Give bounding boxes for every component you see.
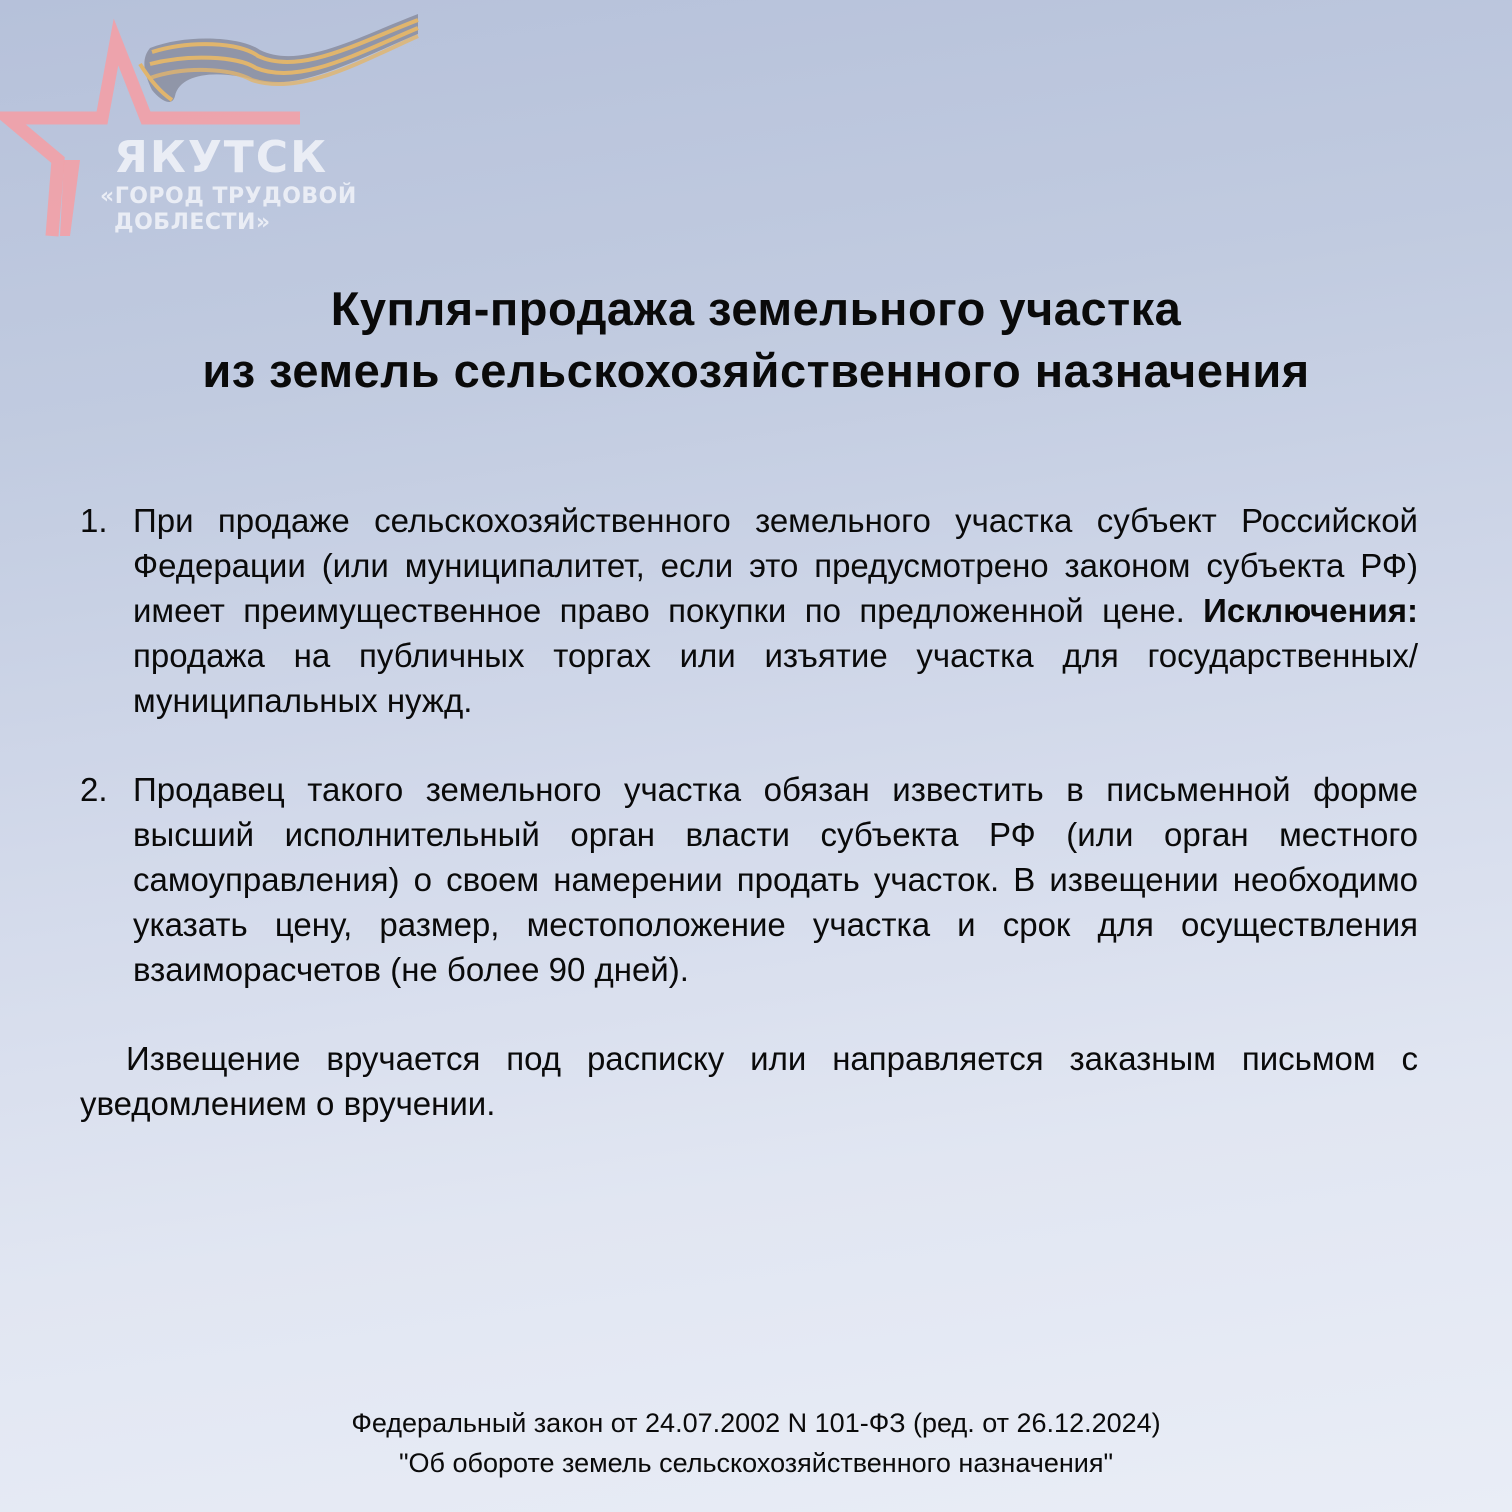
logo-subtitle-line1: «ГОРОД ТРУДОВОЙ <box>100 184 357 209</box>
logo <box>0 0 430 260</box>
logo-text <box>100 132 357 235</box>
exceptions-label: Исключения: <box>1203 592 1418 629</box>
item-text-part: продажа на публичных торгах или изъятие участка для государственных/муниципальных нужд. <box>133 637 1418 719</box>
title-line1: Купля-продажа земельного участка <box>330 282 1182 335</box>
item-number: 1. <box>80 502 108 539</box>
logo-subtitle-line2: ДОБЛЕСТИ» <box>114 210 271 235</box>
item-text: Продавец такого земельного участка обязан известить в письменной форме высший исполнительный орган власти субъекта РФ (или орган местного самоуправления) о своем намерении продать участок. В извещении необходимо указать цену, размер, местоположение участка и срок для осуществления взаиморасчетов (не более 90 дней). <box>133 771 1418 988</box>
item-text-part: При продаже сельскохозяйственного земельного участка субъект Российской Федерации (или муниципалитет, если это предусмотрено законом субъекта РФ) имеет преимущественное право покупки по предложенной цене. <box>133 502 1418 629</box>
law-reference <box>0 1403 1512 1483</box>
logo-city: ЯКУТСК <box>114 132 329 183</box>
item-number: 2. <box>80 771 108 808</box>
page-title <box>0 278 1512 402</box>
item-text <box>133 498 1418 723</box>
law-reference-line1: Федеральный закон от 24.07.2002 N 101-ФЗ (ред. от 26.12.2024) <box>351 1408 1161 1438</box>
law-reference-line2: "Об обороте земель сельскохозяйственного назначения" <box>398 1448 1114 1478</box>
title-line2: из земель сельскохозяйственного назначения <box>202 344 1310 397</box>
notice-paragraph: Извещение вручается под расписку или направляется заказным письмом с уведомлением о вручении. <box>80 1040 1418 1122</box>
list-item <box>80 767 1418 992</box>
list-item <box>80 498 1418 723</box>
st-george-ribbon-icon <box>140 14 418 102</box>
